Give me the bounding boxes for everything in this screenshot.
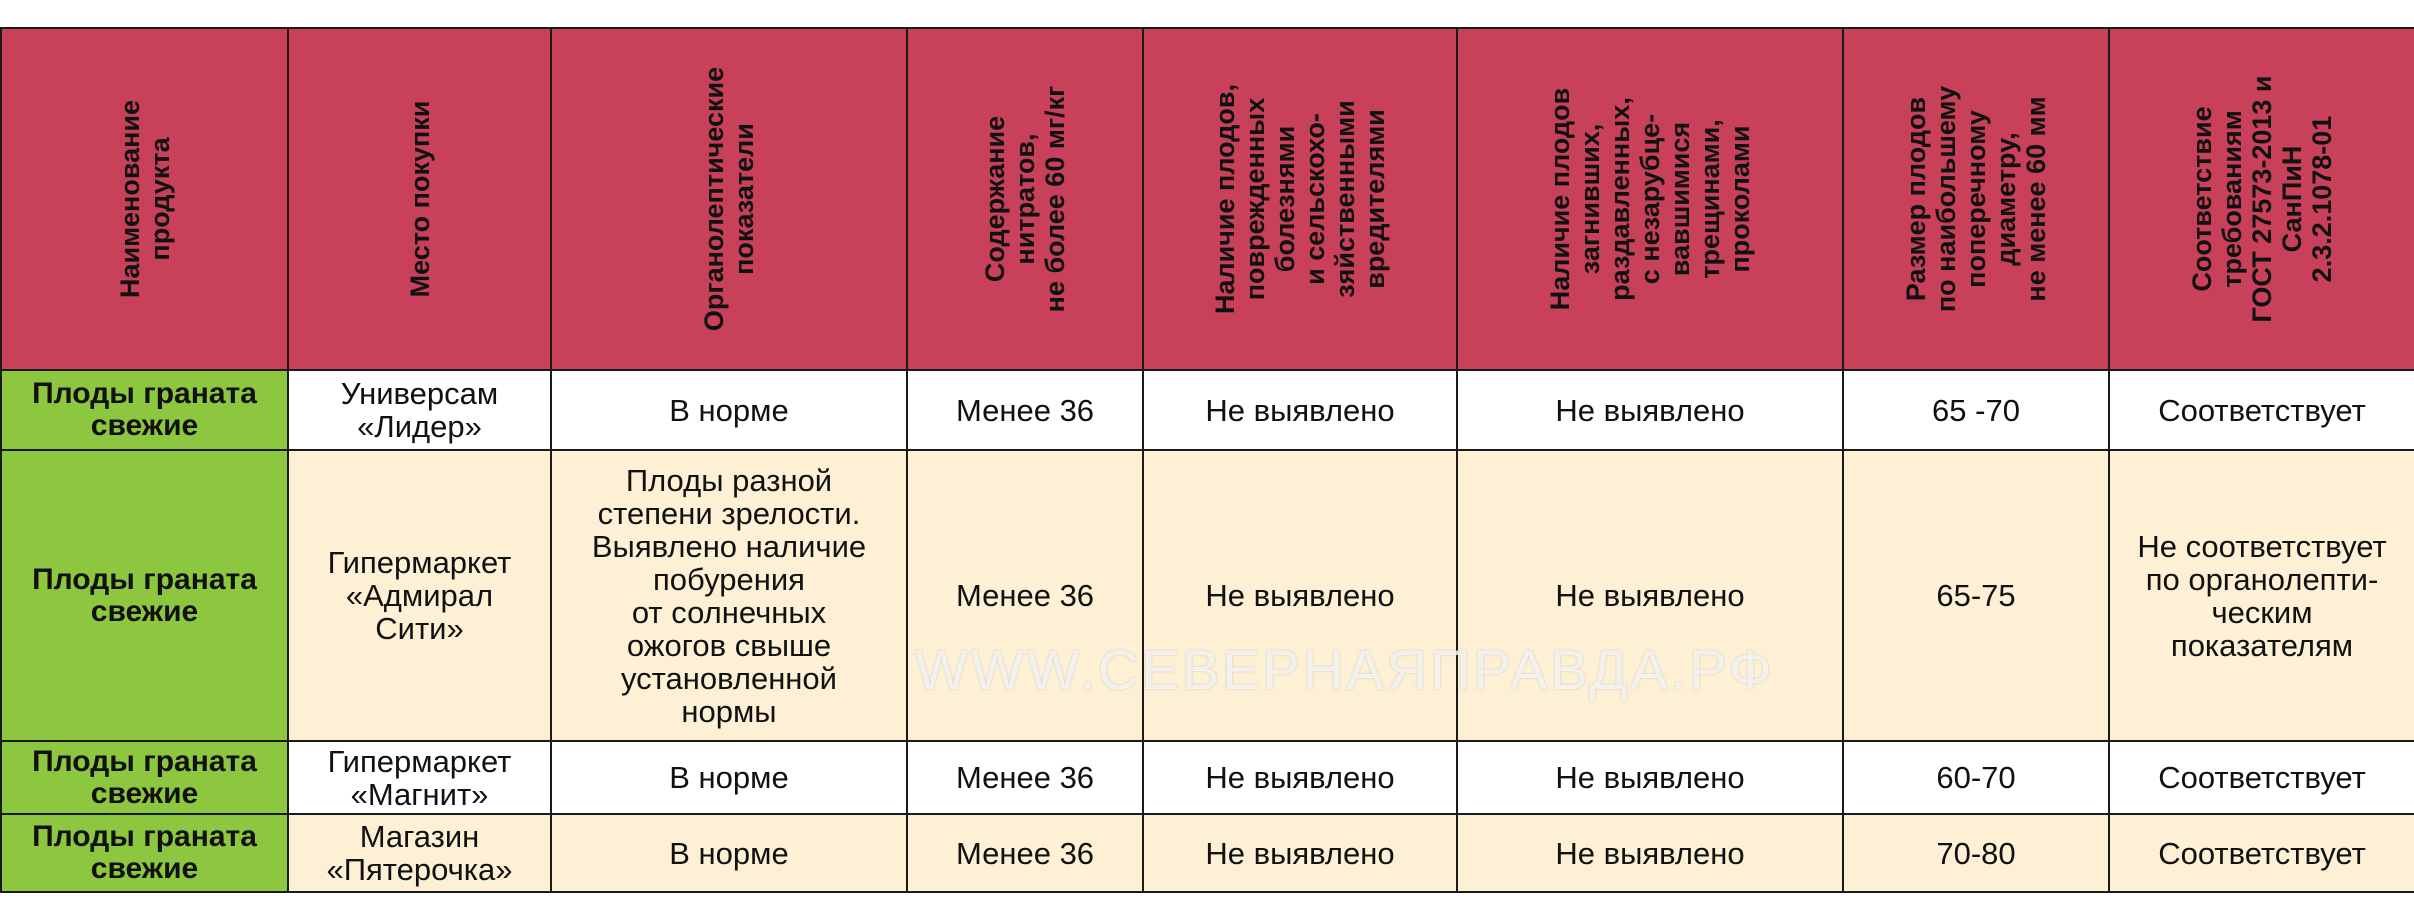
- header-product-name: Наименование продукта: [1, 28, 288, 370]
- header-organoleptic: Органолептические показатели: [551, 28, 907, 370]
- fruit-size-cell: 65 -70: [1843, 370, 2109, 450]
- header-purchase-place: Место покупки: [288, 28, 551, 370]
- header-row: [1, 28, 2414, 370]
- damaged-fruits-cell: Не выявлено: [1143, 370, 1457, 450]
- organoleptic-cell: В норме: [551, 741, 907, 814]
- fruit-size-cell: 70-80: [1843, 814, 2109, 892]
- fruit-size-cell: 65-75: [1843, 450, 2109, 741]
- compliance-cell: Соответствует: [2109, 741, 2414, 814]
- product-name-cell: Плоды граната свежие: [1, 741, 288, 814]
- compliance-cell: Не соответствует по органолепти- ческим показателям: [2109, 450, 2414, 741]
- header-nitrates: Содержание нитратов, не более 60 мг/кг: [907, 28, 1143, 370]
- purchase-place-cell: Магазин «Пятерочка»: [288, 814, 551, 892]
- nitrates-cell: Менее 36: [907, 370, 1143, 450]
- header-compliance: Соответствие требованиям ГОСТ 27573-2013 и СанПиН 2.3.2.1078-01: [2109, 28, 2414, 370]
- nitrates-cell: Менее 36: [907, 741, 1143, 814]
- rotten-fruits-cell: Не выявлено: [1457, 814, 1843, 892]
- product-name-cell: Плоды граната свежие: [1, 814, 288, 892]
- table-row: [1, 450, 2414, 741]
- rotten-fruits-cell: Не выявлено: [1457, 370, 1843, 450]
- nitrates-cell: Менее 36: [907, 450, 1143, 741]
- organoleptic-cell: В норме: [551, 814, 907, 892]
- damaged-fruits-cell: Не выявлено: [1143, 814, 1457, 892]
- purchase-place-cell: Гипермаркет «Магнит»: [288, 741, 551, 814]
- purchase-place-cell: Гипермаркет «Адмирал Сити»: [288, 450, 551, 741]
- header-rotten-fruits: Наличие плодов загнивших, раздавленных, с незарубце- вавшимися трещинами, проколами: [1457, 28, 1843, 370]
- rotten-fruits-cell: Не выявлено: [1457, 741, 1843, 814]
- organoleptic-cell: В норме: [551, 370, 907, 450]
- compliance-cell: Соответствует: [2109, 814, 2414, 892]
- product-name-cell: Плоды граната свежие: [1, 450, 288, 741]
- compliance-cell: Соответствует: [2109, 370, 2414, 450]
- table-row: [1, 814, 2414, 892]
- fruit-size-cell: 60-70: [1843, 741, 2109, 814]
- header-damaged-fruits: Наличие плодов, поврежденных болезнями и сельскохо- зяйственными вредителями: [1143, 28, 1457, 370]
- damaged-fruits-cell: Не выявлено: [1143, 450, 1457, 741]
- organoleptic-cell: Плоды разной степени зрелости. Выявлено наличие побурения от солнечных ожогов свыше установленной нормы: [551, 450, 907, 741]
- comparison-table: [0, 27, 2414, 893]
- rotten-fruits-cell: Не выявлено: [1457, 450, 1843, 741]
- watermark: WWW.СЕВЕРНАЯПРАВДА.РФ: [915, 638, 1775, 701]
- product-name-cell: Плоды граната свежие: [1, 370, 288, 450]
- purchase-place-cell: Универсам «Лидер»: [288, 370, 551, 450]
- table-row: [1, 370, 2414, 450]
- damaged-fruits-cell: Не выявлено: [1143, 741, 1457, 814]
- table-row: [1, 741, 2414, 814]
- header-fruit-size: Размер плодов по наибольшему поперечному диаметру, не менее 60 мм: [1843, 28, 2109, 370]
- nitrates-cell: Менее 36: [907, 814, 1143, 892]
